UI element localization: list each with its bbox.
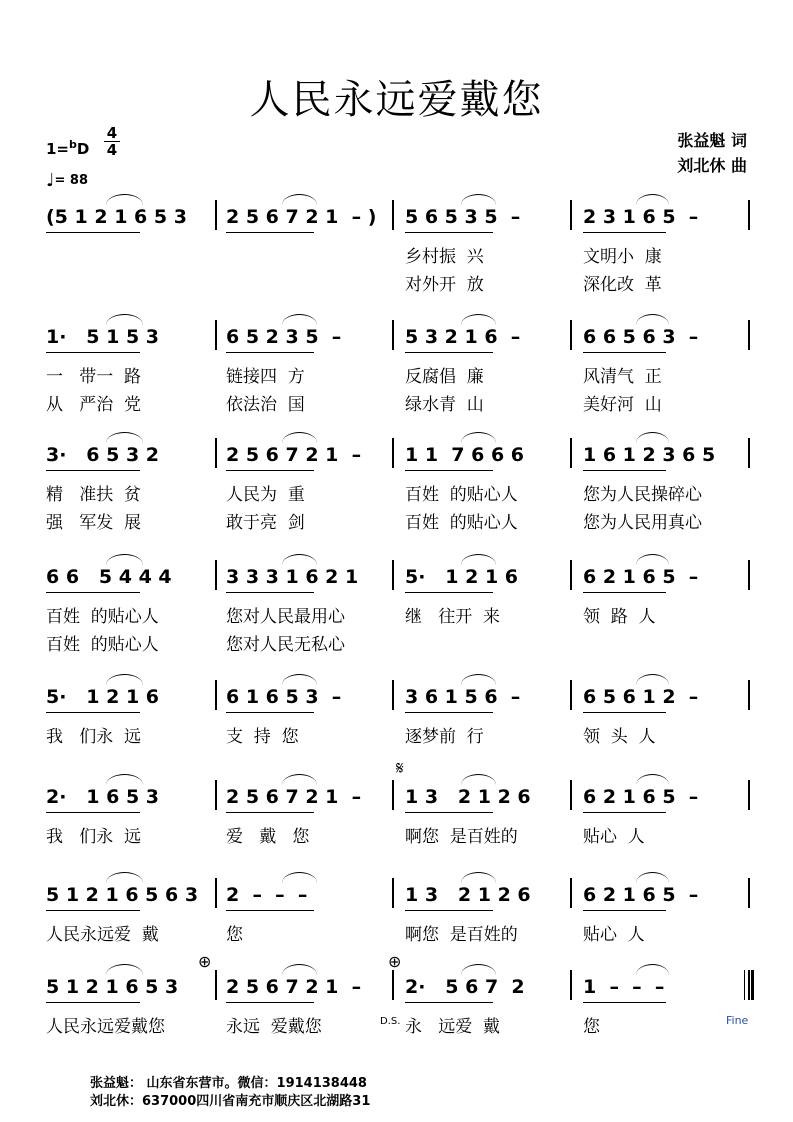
beam-line [583, 232, 666, 233]
barline [215, 320, 217, 350]
beam-line [226, 352, 314, 353]
measure: 1 – – – [583, 976, 665, 998]
slur [461, 554, 496, 565]
key-note: D [76, 140, 90, 158]
lyric-segment: 风清气 正 [583, 367, 662, 387]
barline [215, 780, 217, 810]
slur [106, 432, 143, 443]
lyric-segment: 继 往开 来 [405, 607, 501, 627]
beam-line [405, 232, 493, 233]
slur [461, 314, 496, 325]
beam-line [405, 812, 493, 813]
barline [570, 560, 572, 590]
measure: 5 1 2 1 6 5 6 3 [46, 884, 199, 906]
key-prefix: 1= [46, 140, 70, 158]
slur [282, 964, 317, 975]
flat-sign: b [69, 138, 77, 151]
slur [636, 432, 669, 443]
time-bottom: 4 [106, 141, 118, 159]
slur [461, 194, 496, 205]
lyric-segment: 您 [583, 1017, 600, 1037]
lyric-segment: 永远 爱戴您 [226, 1017, 322, 1037]
measure: 2· 5 6 7 2 [405, 976, 525, 998]
lyricist-credit: 张益魁 词 [677, 131, 747, 150]
slur [282, 432, 317, 443]
slur [106, 194, 143, 205]
measure: 6 6 5 6 3 – [583, 326, 699, 348]
lyric-segment: 贴心 人 [583, 925, 645, 945]
measure: 2 5 6 7 2 1 – [226, 786, 362, 808]
barline [392, 970, 394, 1000]
fine-label: Fine [726, 1014, 749, 1027]
lyric-segment: 您为人民用真心 [583, 513, 702, 533]
barline [215, 200, 217, 230]
lyric-segment: 人民永远爱 戴 [46, 925, 159, 945]
lyric-segment: 强 军发 展 [46, 513, 142, 533]
slur [106, 554, 143, 565]
beam-line [226, 470, 314, 471]
measure: 2 5 6 7 2 1 – ) [226, 206, 377, 228]
lyric-segment: 绿水青 山 [405, 395, 484, 415]
lyric-segment: 贴心 人 [583, 827, 645, 847]
slur [461, 964, 496, 975]
barline [748, 560, 750, 590]
footer-line-1: 张益魁： 山东省东营市。微信：1914138448 [90, 1076, 367, 1091]
beam-line [46, 1002, 140, 1003]
lyric-segment: 啊您 是百姓的 [405, 925, 518, 945]
measure: 2 5 6 7 2 1 – [226, 976, 362, 998]
barline [570, 680, 572, 710]
beam-line [583, 910, 666, 911]
slur [106, 964, 143, 975]
lyric-segment: 从 严治 党 [46, 395, 142, 415]
barline [570, 200, 572, 230]
lyric-segment: 依法治 国 [226, 395, 305, 415]
slur [461, 872, 496, 883]
tempo-marking [46, 170, 88, 191]
beam-line [583, 712, 666, 713]
beam-line [583, 470, 666, 471]
segno-icon: 𝄋 [396, 758, 404, 779]
page-title: 人民永远爱戴您 [249, 77, 544, 123]
barline [392, 200, 394, 230]
beam-line [405, 910, 493, 911]
barline [215, 878, 217, 908]
lyric-segment: 百姓 的贴心人 [46, 607, 159, 627]
beam-line [226, 712, 314, 713]
beam-line [226, 232, 314, 233]
lyric-segment: 百姓 的贴心人 [46, 635, 159, 655]
barline [748, 200, 750, 230]
measure: 1 3 2 1 2 6 [405, 884, 531, 906]
slur [106, 774, 143, 785]
measure: 6 2 1 6 5 – [583, 884, 699, 906]
ds-label: D.S. [380, 1016, 401, 1027]
slur [282, 872, 317, 883]
measure: 6 6 5 4 4 4 [46, 566, 172, 588]
slur [636, 554, 669, 565]
beam-line [583, 1002, 666, 1003]
lyric-segment: 链接四 方 [226, 367, 305, 387]
measure: 5· 1 2 1 6 [405, 566, 519, 588]
slur [282, 774, 317, 785]
beam-line [405, 592, 493, 593]
beam-line [46, 470, 140, 471]
slur [282, 314, 317, 325]
beam-line [46, 910, 140, 911]
measure: 6 5 2 3 5 – [226, 326, 342, 348]
slur [106, 314, 143, 325]
measure: 2 5 6 7 2 1 – [226, 444, 362, 466]
tempo-value: = 88 [54, 173, 89, 188]
beam-line [46, 232, 140, 233]
lyric-segment: 人民永远爱戴您 [46, 1017, 165, 1037]
barline [392, 438, 394, 468]
slur [461, 674, 496, 685]
barline [570, 438, 572, 468]
key-signature [46, 138, 89, 158]
slur [636, 674, 669, 685]
lyric-segment: 百姓 的贴心人 [405, 513, 518, 533]
lyric-segment: 您为人民操碎心 [583, 485, 702, 505]
measure: 1 1 7 6 6 6 [405, 444, 525, 466]
beam-line [405, 352, 493, 353]
beam-line [46, 352, 140, 353]
beam-line [46, 592, 140, 593]
measure: 3 3 3 1 6 2 1 [226, 566, 359, 588]
lyric-segment: 永 远爱 戴 [405, 1017, 501, 1037]
beam-line [46, 812, 140, 813]
slur [282, 674, 317, 685]
barline [215, 560, 217, 590]
lyric-segment: 领 头 人 [583, 727, 656, 747]
beam-line [583, 592, 666, 593]
barline [570, 320, 572, 350]
time-top: 4 [106, 124, 118, 142]
measure: 2· 1 6 5 3 [46, 786, 160, 808]
lyric-segment: 一 带一 路 [46, 367, 142, 387]
slur [461, 432, 496, 443]
measure: 6 1 6 5 3 – [226, 686, 342, 708]
lyric-segment: 您对人民最用心 [226, 607, 345, 627]
measure: 2 3 1 6 5 – [583, 206, 699, 228]
measure: 1· 5 1 5 3 [46, 326, 160, 348]
lyric-segment: 敢于亮 剑 [226, 513, 305, 533]
lyric-segment: 乡村振 兴 [405, 247, 484, 267]
slur [636, 774, 669, 785]
lyric-segment: 您 [226, 925, 243, 945]
measure: 3 6 1 5 6 – [405, 686, 521, 708]
time-signature [104, 126, 120, 157]
barline [215, 438, 217, 468]
beam-line [583, 352, 666, 353]
lyric-segment: 支 持 您 [226, 727, 299, 747]
barline [392, 680, 394, 710]
barline [392, 780, 394, 810]
slur [636, 194, 669, 205]
beam-line [226, 592, 314, 593]
beam-line [226, 1002, 314, 1003]
lyric-segment: 精 准扶 贫 [46, 485, 142, 505]
beam-line [405, 712, 493, 713]
barline [392, 560, 394, 590]
barline [570, 878, 572, 908]
lyric-segment: 人民为 重 [226, 485, 305, 505]
barline [392, 320, 394, 350]
measure: 6 2 1 6 5 – [583, 566, 699, 588]
measure: 1 6 1 2 3 6 5 [583, 444, 716, 466]
measure: 3· 6 5 3 2 [46, 444, 160, 466]
measure: 6 5 6 1 2 – [583, 686, 699, 708]
slur [636, 872, 669, 883]
beam-line [583, 812, 666, 813]
measure: 1 3 2 1 2 6 [405, 786, 531, 808]
barline [748, 680, 750, 710]
lyric-segment: 我 们永 远 [46, 727, 142, 747]
barline [570, 780, 572, 810]
lyric-segment: 深化改 革 [583, 275, 662, 295]
lyric-segment: 美好河 山 [583, 395, 662, 415]
lyric-segment: 文明小 康 [583, 247, 662, 267]
beam-line [226, 812, 314, 813]
barline [748, 438, 750, 468]
barline [748, 878, 750, 908]
lyric-segment: 您对人民无私心 [226, 635, 345, 655]
slur [106, 872, 143, 883]
coda-icon: ⊕ [388, 952, 402, 971]
beam-line [46, 712, 140, 713]
composer-credit: 刘北休 曲 [677, 156, 747, 175]
slur [636, 314, 669, 325]
lyric-segment: 对外开 放 [405, 275, 484, 295]
lyric-segment: 啊您 是百姓的 [405, 827, 518, 847]
barline [570, 970, 572, 1000]
coda-icon: ⊕ [198, 952, 212, 971]
slur [282, 194, 317, 205]
barline [748, 780, 750, 810]
measure: 5 6 5 3 5 – [405, 206, 521, 228]
lyric-segment: 我 们永 远 [46, 827, 142, 847]
beam-line [405, 470, 493, 471]
beam-line [226, 910, 314, 911]
barline [392, 878, 394, 908]
measure: 2 – – – [226, 884, 308, 906]
quarter-note-icon: ♩ [46, 170, 55, 191]
barline [215, 680, 217, 710]
barline [215, 970, 217, 1000]
slur [636, 964, 669, 975]
slur [106, 674, 143, 685]
slur [461, 774, 496, 785]
lyric-segment: 领 路 人 [583, 607, 656, 627]
measure: 6 2 1 6 5 – [583, 786, 699, 808]
final-barline [744, 970, 754, 1000]
lyric-segment: 逐梦前 行 [405, 727, 484, 747]
slur [282, 554, 317, 565]
measure: 5· 1 2 1 6 [46, 686, 160, 708]
measure: 5 1 2 1 6 5 3 [46, 976, 179, 998]
beam-line [405, 1002, 493, 1003]
measure: (5 1 2 1 6 5 3 [46, 206, 187, 228]
lyric-segment: 百姓 的贴心人 [405, 485, 518, 505]
lyric-segment: 反腐倡 廉 [405, 367, 484, 387]
measure: 5 3 2 1 6 – [405, 326, 521, 348]
barline [748, 320, 750, 350]
lyric-segment: 爱 戴 您 [226, 827, 310, 847]
footer-line-2: 刘北休：637000四川省南充市顺庆区北湖路31 [90, 1094, 371, 1109]
